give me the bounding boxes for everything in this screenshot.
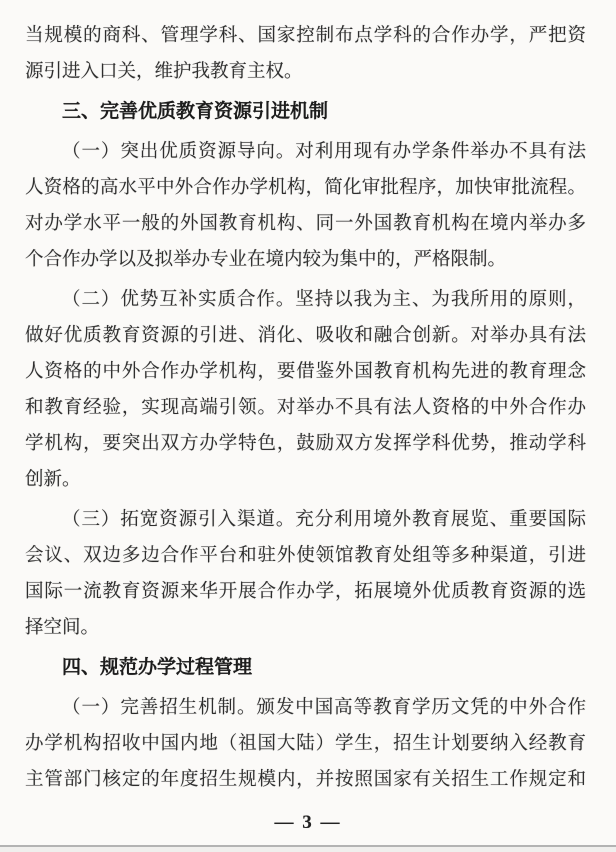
paragraph [25, 134, 586, 278]
paragraph [25, 282, 586, 498]
text-line: 国际一流教育资源来华开展合作办学，拓展境外优质教育资源的选 [25, 582, 586, 602]
text-line: 源引进入口关，维护我教育主权。 [25, 62, 303, 82]
text-line: （二）优势互补实质合作。坚持以我为主、为我所用的原则， [62, 290, 586, 310]
text-line: 人资格的高水平中外合作办学机构，简化审批程序，加快审批流程。 [25, 178, 586, 198]
text-line: 三、完善优质教育资源引进机制 [62, 101, 329, 122]
text-line: 和教育经验，实现高端引领。对举办不具有法人资格的中外合作办 [25, 398, 586, 418]
text-line: 对办学水平一般的外国教育机构、同一外国教育机构在境内举办多 [25, 214, 586, 234]
text-line: 四、规范办学过程管理 [62, 657, 253, 678]
text-line: 当规模的商科、管理学科、国家控制布点学科的合作办学，严把资 [25, 26, 586, 46]
paragraph [25, 18, 586, 90]
document-body [25, 18, 586, 798]
page-number: — 3 — [274, 812, 342, 833]
text-line: 创新。 [25, 470, 81, 490]
text-line: 办学机构招收中国内地（祖国大陆）学生，招生计划要纳入经教育 [25, 734, 586, 754]
text-line: 主管部门核定的年度招生规模内，并按照国家有关招生工作规定和 [25, 770, 586, 790]
section-heading [25, 650, 586, 686]
text-line: （一）突出优质资源导向。对利用现有办学条件举办不具有法 [62, 142, 586, 162]
page-bottom-edge [0, 845, 616, 852]
section-heading [25, 94, 586, 130]
text-line: 做好优质教育资源的引进、消化、吸收和融合创新。对举办具有法 [25, 326, 586, 346]
text-line: （一）完善招生机制。颁发中国高等教育学历文凭的中外合作 [62, 698, 586, 718]
paragraph [25, 502, 586, 646]
text-line: 人资格的中外合作办学机构，要借鉴外国教育机构先进的教育理念 [25, 362, 586, 382]
text-line: 择空间。 [25, 618, 100, 638]
paragraph [25, 690, 586, 798]
text-line: 个合作办学以及拟举办专业在境内较为集中的，严格限制。 [25, 250, 507, 270]
text-line: 学机构，要突出双方办学特色，鼓励双方发挥学科优势，推动学科 [25, 434, 586, 454]
text-line: 会议、双边多边合作平台和驻外使领馆教育处组等多种渠道，引进 [25, 546, 586, 566]
page-footer [0, 812, 616, 834]
text-line: （三）拓宽资源引入渠道。充分利用境外教育展览、重要国际 [62, 510, 586, 530]
